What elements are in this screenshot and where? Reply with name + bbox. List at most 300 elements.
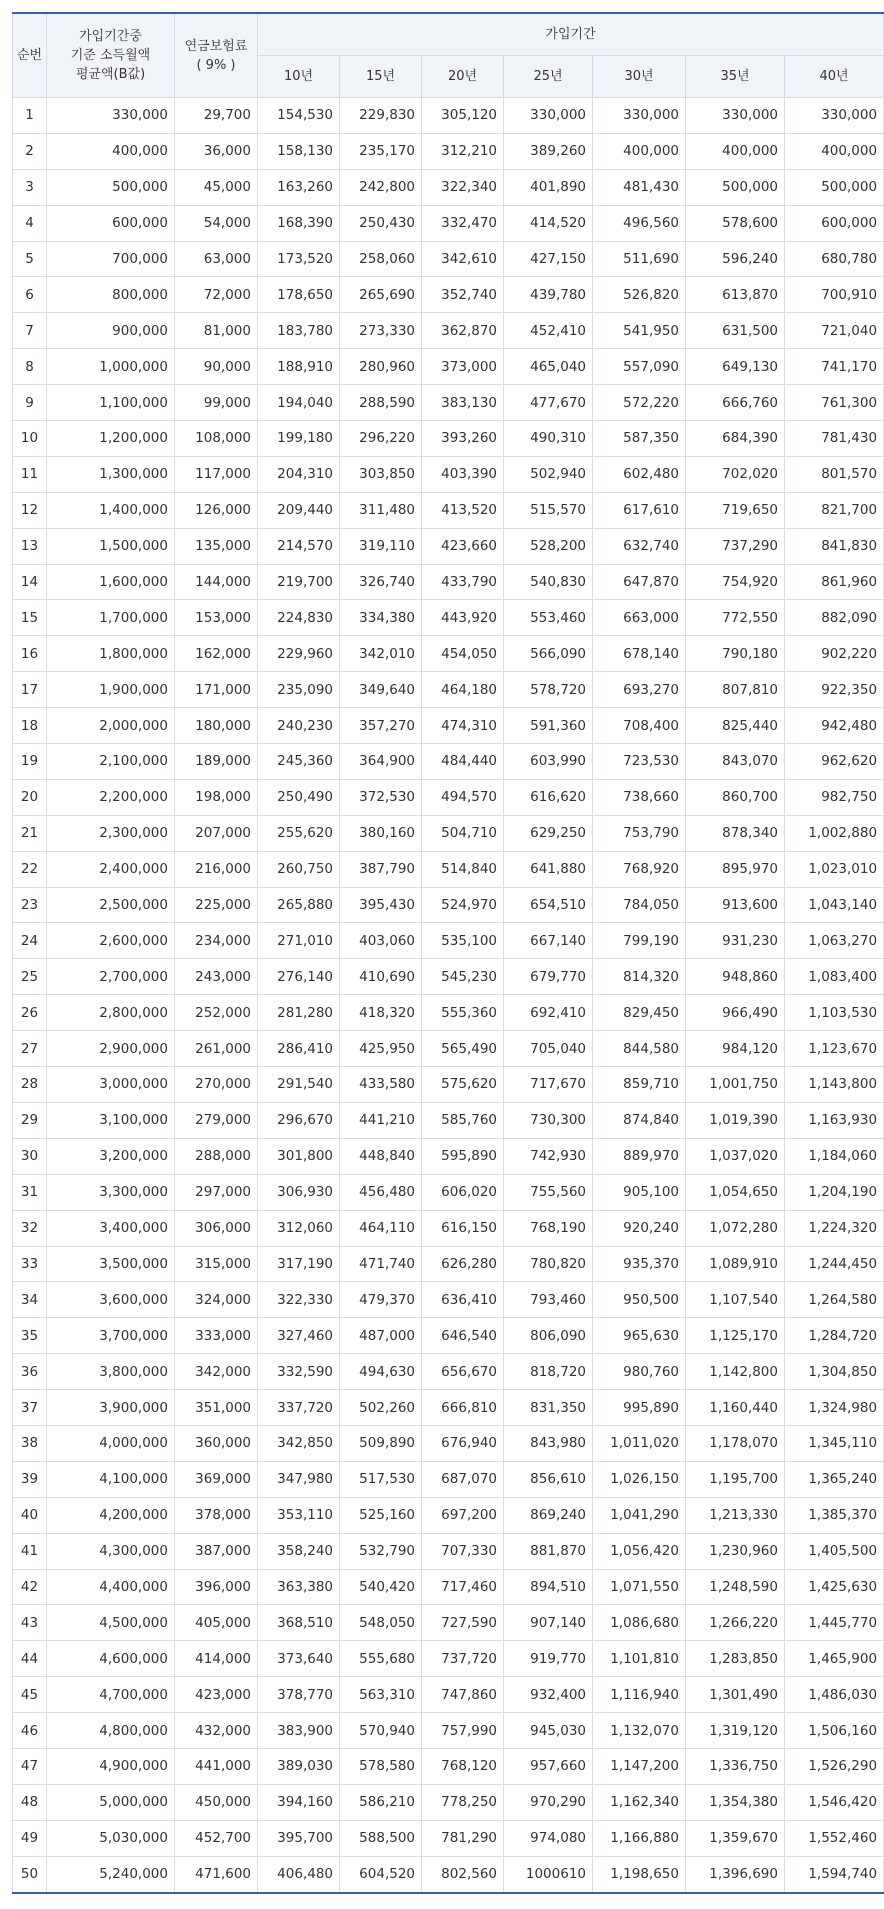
pension-premium-cell: 63,000 <box>175 241 258 277</box>
benefit-25y-cell: 945,030 <box>504 1713 593 1749</box>
benefit-10y-cell: 158,130 <box>258 133 340 169</box>
benefit-25y-cell: 641,880 <box>504 851 593 887</box>
pension-premium-cell: 162,000 <box>175 636 258 672</box>
benefit-30y-cell: 1,116,940 <box>593 1677 686 1713</box>
benefit-20y-cell: 687,070 <box>422 1461 504 1497</box>
benefit-35y-cell: 613,870 <box>686 277 785 313</box>
benefit-35y-cell: 1,248,590 <box>686 1569 785 1605</box>
table-row <box>13 1497 884 1533</box>
pension-premium-cell: 198,000 <box>175 779 258 815</box>
header-year: 25년 <box>504 56 593 98</box>
pension-premium-cell: 360,000 <box>175 1425 258 1461</box>
table-row <box>13 1138 884 1174</box>
benefit-10y-cell: 363,380 <box>258 1569 340 1605</box>
table-row <box>13 133 884 169</box>
benefit-35y-cell: 737,290 <box>686 528 785 564</box>
benefit-30y-cell: 784,050 <box>593 887 686 923</box>
row-number-cell: 35 <box>13 1318 47 1354</box>
row-number-cell: 46 <box>13 1713 47 1749</box>
benefit-20y-cell: 636,410 <box>422 1282 504 1318</box>
table-row <box>13 923 884 959</box>
table-row <box>13 313 884 349</box>
benefit-25y-cell: 907,140 <box>504 1605 593 1641</box>
benefit-40y-cell: 1,043,140 <box>785 887 884 923</box>
benefit-25y-cell: 667,140 <box>504 923 593 959</box>
income-average-cell: 3,800,000 <box>47 1354 175 1390</box>
benefit-10y-cell: 194,040 <box>258 385 340 421</box>
benefit-25y-cell: 919,770 <box>504 1641 593 1677</box>
income-average-cell: 2,400,000 <box>47 851 175 887</box>
benefit-10y-cell: 395,700 <box>258 1820 340 1856</box>
pension-premium-cell: 72,000 <box>175 277 258 313</box>
benefit-10y-cell: 281,280 <box>258 995 340 1031</box>
row-number-cell: 18 <box>13 708 47 744</box>
row-number-cell: 19 <box>13 744 47 780</box>
benefit-25y-cell: 603,990 <box>504 744 593 780</box>
pension-premium-cell: 414,000 <box>175 1641 258 1677</box>
benefit-30y-cell: 920,240 <box>593 1210 686 1246</box>
benefit-35y-cell: 1,266,220 <box>686 1605 785 1641</box>
benefit-40y-cell: 1,546,420 <box>785 1784 884 1820</box>
benefit-40y-cell: 1,123,670 <box>785 1031 884 1067</box>
income-average-cell: 1,000,000 <box>47 349 175 385</box>
header-year: 10년 <box>258 56 340 98</box>
benefit-15y-cell: 380,160 <box>340 815 422 851</box>
benefit-20y-cell: 423,660 <box>422 528 504 564</box>
benefit-15y-cell: 548,050 <box>340 1605 422 1641</box>
benefit-35y-cell: 1,396,690 <box>686 1856 785 1892</box>
benefit-15y-cell: 570,940 <box>340 1713 422 1749</box>
pension-premium-cell: 378,000 <box>175 1497 258 1533</box>
benefit-30y-cell: 738,660 <box>593 779 686 815</box>
benefit-40y-cell: 1,324,980 <box>785 1390 884 1426</box>
income-average-cell: 3,000,000 <box>47 1067 175 1103</box>
benefit-25y-cell: 616,620 <box>504 779 593 815</box>
benefit-35y-cell: 1,019,390 <box>686 1102 785 1138</box>
row-number-cell: 25 <box>13 959 47 995</box>
benefit-30y-cell: 1,071,550 <box>593 1569 686 1605</box>
benefit-25y-cell: 793,460 <box>504 1282 593 1318</box>
benefit-35y-cell: 1,213,330 <box>686 1497 785 1533</box>
table-row <box>13 1713 884 1749</box>
benefit-10y-cell: 394,160 <box>258 1784 340 1820</box>
income-average-cell: 900,000 <box>47 313 175 349</box>
benefit-30y-cell: 572,220 <box>593 385 686 421</box>
benefit-30y-cell: 889,970 <box>593 1138 686 1174</box>
benefit-15y-cell: 509,890 <box>340 1425 422 1461</box>
row-number-cell: 7 <box>13 313 47 349</box>
table-row <box>13 995 884 1031</box>
row-number-cell: 13 <box>13 528 47 564</box>
row-number-cell: 11 <box>13 456 47 492</box>
benefit-20y-cell: 575,620 <box>422 1067 504 1103</box>
benefit-15y-cell: 334,380 <box>340 600 422 636</box>
benefit-10y-cell: 291,540 <box>258 1067 340 1103</box>
header-income-line2: 기준 소득월액 <box>70 48 151 63</box>
benefit-30y-cell: 935,370 <box>593 1246 686 1282</box>
table-row <box>13 1784 884 1820</box>
benefit-30y-cell: 829,450 <box>593 995 686 1031</box>
row-number-cell: 16 <box>13 636 47 672</box>
benefit-25y-cell: 742,930 <box>504 1138 593 1174</box>
benefit-15y-cell: 563,310 <box>340 1677 422 1713</box>
income-average-cell: 4,000,000 <box>47 1425 175 1461</box>
benefit-10y-cell: 271,010 <box>258 923 340 959</box>
benefit-10y-cell: 276,140 <box>258 959 340 995</box>
pension-premium-cell: 279,000 <box>175 1102 258 1138</box>
pension-premium-cell: 171,000 <box>175 672 258 708</box>
benefit-10y-cell: 265,880 <box>258 887 340 923</box>
benefit-30y-cell: 1,011,020 <box>593 1425 686 1461</box>
benefit-20y-cell: 565,490 <box>422 1031 504 1067</box>
benefit-40y-cell: 1,304,850 <box>785 1354 884 1390</box>
pension-premium-cell: 432,000 <box>175 1713 258 1749</box>
benefit-10y-cell: 312,060 <box>258 1210 340 1246</box>
benefit-30y-cell: 1,147,200 <box>593 1748 686 1784</box>
header-year: 35년 <box>686 56 785 98</box>
pension-premium-cell: 99,000 <box>175 385 258 421</box>
benefit-30y-cell: 799,190 <box>593 923 686 959</box>
benefit-20y-cell: 697,200 <box>422 1497 504 1533</box>
row-number-cell: 34 <box>13 1282 47 1318</box>
table-row <box>13 1354 884 1390</box>
benefit-30y-cell: 693,270 <box>593 672 686 708</box>
benefit-35y-cell: 1,195,700 <box>686 1461 785 1497</box>
row-number-cell: 50 <box>13 1856 47 1892</box>
income-average-cell: 3,500,000 <box>47 1246 175 1282</box>
benefit-15y-cell: 425,950 <box>340 1031 422 1067</box>
benefit-30y-cell: 980,760 <box>593 1354 686 1390</box>
benefit-30y-cell: 965,630 <box>593 1318 686 1354</box>
table-row <box>13 1641 884 1677</box>
pension-premium-cell: 234,000 <box>175 923 258 959</box>
row-number-cell: 44 <box>13 1641 47 1677</box>
row-number-cell: 30 <box>13 1138 47 1174</box>
benefit-10y-cell: 358,240 <box>258 1533 340 1569</box>
benefit-35y-cell: 631,500 <box>686 313 785 349</box>
benefit-10y-cell: 163,260 <box>258 169 340 205</box>
benefit-25y-cell: 780,820 <box>504 1246 593 1282</box>
row-number-cell: 47 <box>13 1748 47 1784</box>
benefit-20y-cell: 781,290 <box>422 1820 504 1856</box>
table-row <box>13 851 884 887</box>
benefit-20y-cell: 555,360 <box>422 995 504 1031</box>
row-number-cell: 33 <box>13 1246 47 1282</box>
benefit-15y-cell: 441,210 <box>340 1102 422 1138</box>
benefit-20y-cell: 433,790 <box>422 564 504 600</box>
benefit-35y-cell: 878,340 <box>686 815 785 851</box>
benefit-20y-cell: 606,020 <box>422 1174 504 1210</box>
table-row <box>13 241 884 277</box>
benefit-20y-cell: 383,130 <box>422 385 504 421</box>
benefit-25y-cell: 452,410 <box>504 313 593 349</box>
benefit-40y-cell: 1,385,370 <box>785 1497 884 1533</box>
benefit-20y-cell: 524,970 <box>422 887 504 923</box>
pension-premium-cell: 452,700 <box>175 1820 258 1856</box>
income-average-cell: 2,200,000 <box>47 779 175 815</box>
benefit-35y-cell: 966,490 <box>686 995 785 1031</box>
header-income-line1: 가입기간중 <box>79 29 142 44</box>
benefit-10y-cell: 286,410 <box>258 1031 340 1067</box>
row-number-cell: 27 <box>13 1031 47 1067</box>
row-number-cell: 24 <box>13 923 47 959</box>
table-row <box>13 277 884 313</box>
benefit-10y-cell: 317,190 <box>258 1246 340 1282</box>
benefit-15y-cell: 265,690 <box>340 277 422 313</box>
pension-premium-cell: 270,000 <box>175 1067 258 1103</box>
benefit-25y-cell: 502,940 <box>504 456 593 492</box>
benefit-40y-cell: 1,594,740 <box>785 1856 884 1892</box>
benefit-40y-cell: 942,480 <box>785 708 884 744</box>
benefit-20y-cell: 342,610 <box>422 241 504 277</box>
row-number-cell: 31 <box>13 1174 47 1210</box>
benefit-20y-cell: 666,810 <box>422 1390 504 1426</box>
benefit-15y-cell: 288,590 <box>340 385 422 421</box>
row-number-cell: 12 <box>13 492 47 528</box>
pension-premium-cell: 117,000 <box>175 456 258 492</box>
benefit-15y-cell: 555,680 <box>340 1641 422 1677</box>
benefit-40y-cell: 761,300 <box>785 385 884 421</box>
benefit-25y-cell: 389,260 <box>504 133 593 169</box>
table-row <box>13 672 884 708</box>
benefit-10y-cell: 224,830 <box>258 600 340 636</box>
income-average-cell: 2,900,000 <box>47 1031 175 1067</box>
income-average-cell: 3,300,000 <box>47 1174 175 1210</box>
benefit-35y-cell: 1,301,490 <box>686 1677 785 1713</box>
row-number-cell: 20 <box>13 779 47 815</box>
benefit-15y-cell: 326,740 <box>340 564 422 600</box>
pension-premium-cell: 306,000 <box>175 1210 258 1246</box>
benefit-25y-cell: 566,090 <box>504 636 593 672</box>
benefit-40y-cell: 962,620 <box>785 744 884 780</box>
pension-premium-cell: 45,000 <box>175 169 258 205</box>
benefit-25y-cell: 414,520 <box>504 205 593 241</box>
benefit-20y-cell: 332,470 <box>422 205 504 241</box>
income-average-cell: 3,400,000 <box>47 1210 175 1246</box>
benefit-15y-cell: 296,220 <box>340 421 422 457</box>
benefit-25y-cell: 528,200 <box>504 528 593 564</box>
benefit-15y-cell: 540,420 <box>340 1569 422 1605</box>
benefit-35y-cell: 1,160,440 <box>686 1390 785 1426</box>
income-average-cell: 4,600,000 <box>47 1641 175 1677</box>
income-average-cell: 2,500,000 <box>47 887 175 923</box>
benefit-15y-cell: 464,110 <box>340 1210 422 1246</box>
benefit-10y-cell: 154,530 <box>258 98 340 134</box>
benefit-10y-cell: 378,770 <box>258 1677 340 1713</box>
table-row <box>13 887 884 923</box>
row-number-cell: 22 <box>13 851 47 887</box>
income-average-cell: 3,700,000 <box>47 1318 175 1354</box>
income-average-cell: 1,900,000 <box>47 672 175 708</box>
benefit-30y-cell: 557,090 <box>593 349 686 385</box>
benefit-30y-cell: 708,400 <box>593 708 686 744</box>
benefit-20y-cell: 778,250 <box>422 1784 504 1820</box>
table-row <box>13 600 884 636</box>
income-average-cell: 2,700,000 <box>47 959 175 995</box>
benefit-40y-cell: 821,700 <box>785 492 884 528</box>
benefit-35y-cell: 666,760 <box>686 385 785 421</box>
benefit-35y-cell: 1,125,170 <box>686 1318 785 1354</box>
benefit-40y-cell: 1,486,030 <box>785 1677 884 1713</box>
benefit-25y-cell: 477,670 <box>504 385 593 421</box>
benefit-10y-cell: 353,110 <box>258 1497 340 1533</box>
benefit-25y-cell: 856,610 <box>504 1461 593 1497</box>
benefit-30y-cell: 602,480 <box>593 456 686 492</box>
benefit-10y-cell: 389,030 <box>258 1748 340 1784</box>
income-average-cell: 500,000 <box>47 169 175 205</box>
benefit-40y-cell: 1,083,400 <box>785 959 884 995</box>
row-number-cell: 9 <box>13 385 47 421</box>
table-row <box>13 1318 884 1354</box>
benefit-35y-cell: 1,037,020 <box>686 1138 785 1174</box>
income-average-cell: 2,600,000 <box>47 923 175 959</box>
benefit-20y-cell: 737,720 <box>422 1641 504 1677</box>
benefit-30y-cell: 496,560 <box>593 205 686 241</box>
income-average-cell: 2,300,000 <box>47 815 175 851</box>
benefit-25y-cell: 806,090 <box>504 1318 593 1354</box>
benefit-35y-cell: 1,072,280 <box>686 1210 785 1246</box>
income-average-cell: 4,100,000 <box>47 1461 175 1497</box>
benefit-40y-cell: 1,284,720 <box>785 1318 884 1354</box>
benefit-20y-cell: 545,230 <box>422 959 504 995</box>
income-average-cell: 3,100,000 <box>47 1102 175 1138</box>
benefit-25y-cell: 881,870 <box>504 1533 593 1569</box>
benefit-10y-cell: 188,910 <box>258 349 340 385</box>
row-number-cell: 21 <box>13 815 47 851</box>
benefit-15y-cell: 311,480 <box>340 492 422 528</box>
benefit-30y-cell: 647,870 <box>593 564 686 600</box>
income-average-cell: 800,000 <box>47 277 175 313</box>
benefit-10y-cell: 235,090 <box>258 672 340 708</box>
row-number-cell: 39 <box>13 1461 47 1497</box>
benefit-10y-cell: 255,620 <box>258 815 340 851</box>
table-row <box>13 815 884 851</box>
benefit-40y-cell: 600,000 <box>785 205 884 241</box>
row-number-cell: 28 <box>13 1067 47 1103</box>
benefit-25y-cell: 932,400 <box>504 1677 593 1713</box>
benefit-35y-cell: 1,054,650 <box>686 1174 785 1210</box>
benefit-35y-cell: 1,089,910 <box>686 1246 785 1282</box>
benefit-15y-cell: 588,500 <box>340 1820 422 1856</box>
benefit-35y-cell: 860,700 <box>686 779 785 815</box>
benefit-40y-cell: 500,000 <box>785 169 884 205</box>
table-row <box>13 744 884 780</box>
pension-premium-cell: 36,000 <box>175 133 258 169</box>
benefit-40y-cell: 841,830 <box>785 528 884 564</box>
benefit-10y-cell: 204,310 <box>258 456 340 492</box>
benefit-30y-cell: 1,166,880 <box>593 1820 686 1856</box>
table-row <box>13 1856 884 1892</box>
benefit-40y-cell: 1,163,930 <box>785 1102 884 1138</box>
table-row <box>13 1425 884 1461</box>
row-number-cell: 2 <box>13 133 47 169</box>
benefit-35y-cell: 790,180 <box>686 636 785 672</box>
benefit-35y-cell: 684,390 <box>686 421 785 457</box>
table-row <box>13 385 884 421</box>
row-number-cell: 15 <box>13 600 47 636</box>
benefit-15y-cell: 517,530 <box>340 1461 422 1497</box>
income-average-cell: 4,300,000 <box>47 1533 175 1569</box>
benefit-25y-cell: 591,360 <box>504 708 593 744</box>
benefit-25y-cell: 427,150 <box>504 241 593 277</box>
benefit-35y-cell: 931,230 <box>686 923 785 959</box>
benefit-25y-cell: 831,350 <box>504 1390 593 1426</box>
benefit-15y-cell: 242,800 <box>340 169 422 205</box>
benefit-20y-cell: 707,330 <box>422 1533 504 1569</box>
benefit-40y-cell: 1,184,060 <box>785 1138 884 1174</box>
pension-premium-cell: 450,000 <box>175 1784 258 1820</box>
header-premium <box>175 13 258 98</box>
benefit-40y-cell: 1,204,190 <box>785 1174 884 1210</box>
benefit-30y-cell: 678,140 <box>593 636 686 672</box>
pension-premium-cell: 144,000 <box>175 564 258 600</box>
benefit-25y-cell: 654,510 <box>504 887 593 923</box>
row-number-cell: 6 <box>13 277 47 313</box>
benefit-30y-cell: 1,041,290 <box>593 1497 686 1533</box>
benefit-15y-cell: 250,430 <box>340 205 422 241</box>
row-number-cell: 49 <box>13 1820 47 1856</box>
benefit-30y-cell: 330,000 <box>593 98 686 134</box>
benefit-30y-cell: 400,000 <box>593 133 686 169</box>
benefit-35y-cell: 807,810 <box>686 672 785 708</box>
header-year: 15년 <box>340 56 422 98</box>
benefit-30y-cell: 1,162,340 <box>593 1784 686 1820</box>
benefit-10y-cell: 296,670 <box>258 1102 340 1138</box>
benefit-15y-cell: 258,060 <box>340 241 422 277</box>
benefit-15y-cell: 395,430 <box>340 887 422 923</box>
benefit-35y-cell: 913,600 <box>686 887 785 923</box>
income-average-cell: 3,200,000 <box>47 1138 175 1174</box>
benefit-20y-cell: 322,340 <box>422 169 504 205</box>
income-average-cell: 1,500,000 <box>47 528 175 564</box>
benefit-35y-cell: 1,142,800 <box>686 1354 785 1390</box>
benefit-40y-cell: 741,170 <box>785 349 884 385</box>
pension-premium-cell: 297,000 <box>175 1174 258 1210</box>
table-row <box>13 1461 884 1497</box>
income-average-cell: 2,800,000 <box>47 995 175 1031</box>
benefit-40y-cell: 982,750 <box>785 779 884 815</box>
benefit-40y-cell: 1,345,110 <box>785 1425 884 1461</box>
benefit-40y-cell: 1,405,500 <box>785 1533 884 1569</box>
benefit-35y-cell: 1,319,120 <box>686 1713 785 1749</box>
table-row <box>13 1282 884 1318</box>
benefit-10y-cell: 183,780 <box>258 313 340 349</box>
income-average-cell: 1,300,000 <box>47 456 175 492</box>
benefit-15y-cell: 456,480 <box>340 1174 422 1210</box>
benefit-25y-cell: 692,410 <box>504 995 593 1031</box>
benefit-35y-cell: 1,354,380 <box>686 1784 785 1820</box>
pension-premium-cell: 108,000 <box>175 421 258 457</box>
benefit-15y-cell: 235,170 <box>340 133 422 169</box>
benefit-10y-cell: 332,590 <box>258 1354 340 1390</box>
row-number-cell: 17 <box>13 672 47 708</box>
pension-premium-cell: 135,000 <box>175 528 258 564</box>
income-average-cell: 4,400,000 <box>47 1569 175 1605</box>
benefit-20y-cell: 757,990 <box>422 1713 504 1749</box>
benefit-10y-cell: 342,850 <box>258 1425 340 1461</box>
benefit-25y-cell: 869,240 <box>504 1497 593 1533</box>
income-average-cell: 1,700,000 <box>47 600 175 636</box>
benefit-25y-cell: 717,670 <box>504 1067 593 1103</box>
benefit-30y-cell: 1,132,070 <box>593 1713 686 1749</box>
benefit-40y-cell: 1,063,270 <box>785 923 884 959</box>
income-average-cell: 330,000 <box>47 98 175 134</box>
table-row <box>13 708 884 744</box>
benefit-15y-cell: 387,790 <box>340 851 422 887</box>
pension-premium-cell: 261,000 <box>175 1031 258 1067</box>
table-row <box>13 492 884 528</box>
row-number-cell: 14 <box>13 564 47 600</box>
